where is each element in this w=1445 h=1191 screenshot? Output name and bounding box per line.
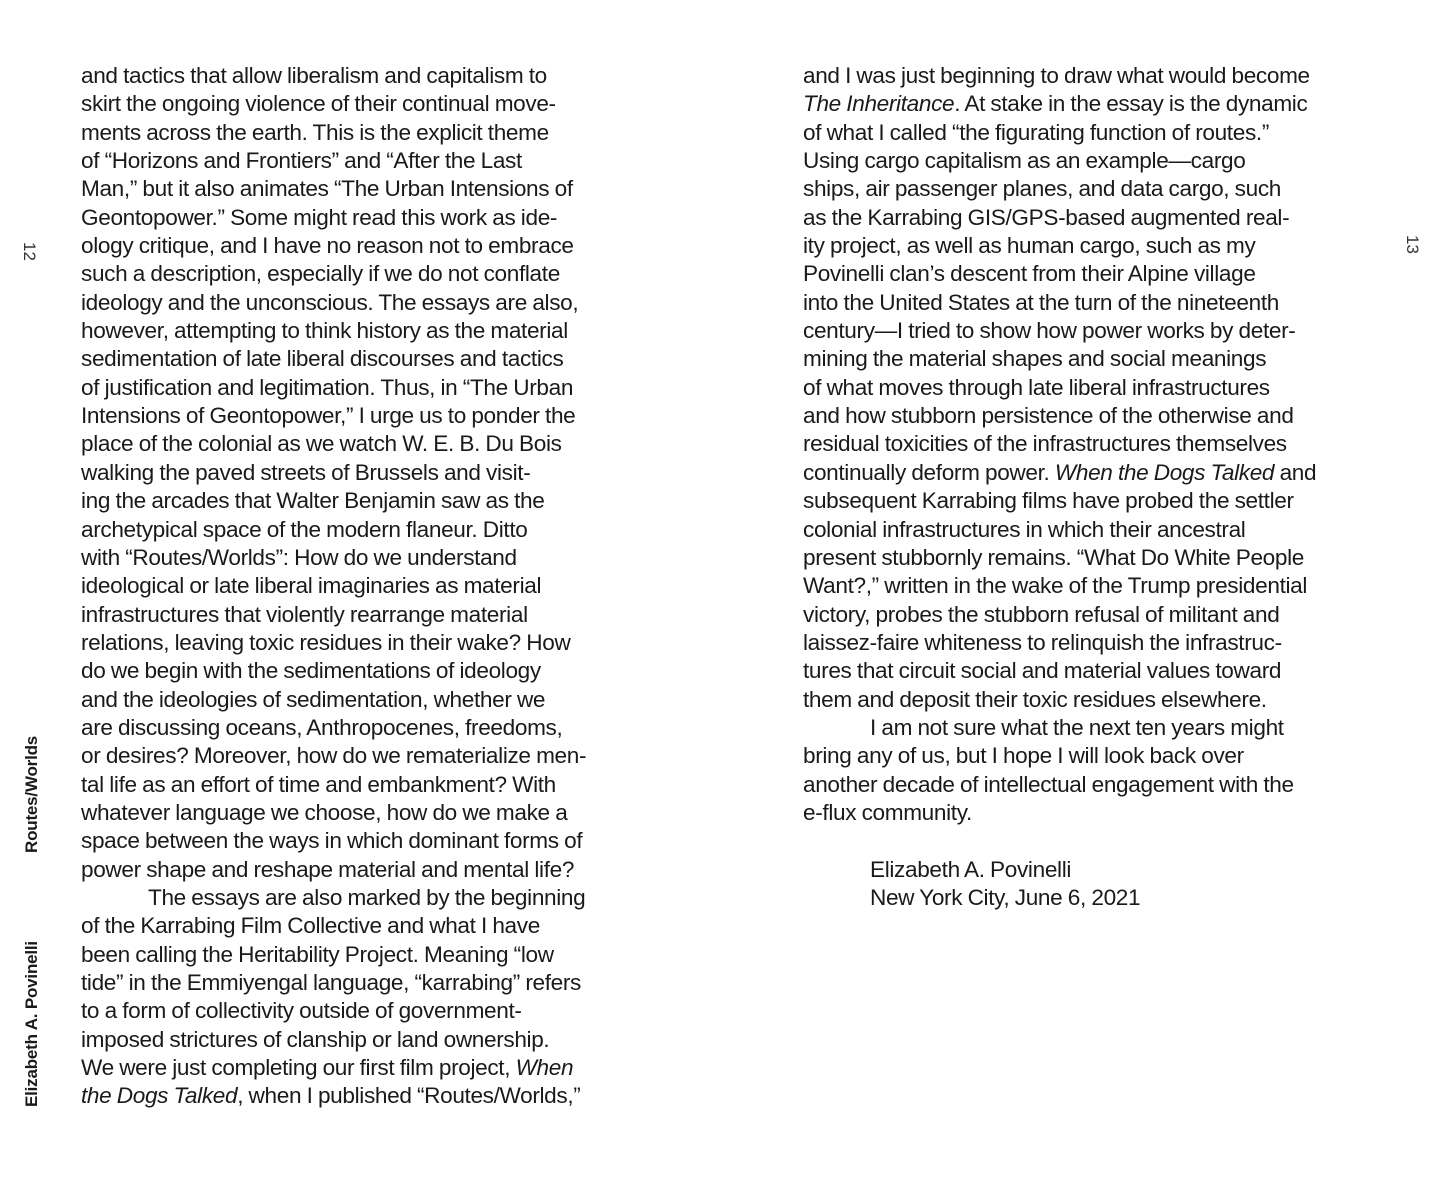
text-run: century—I tried to show how power works by deter-	[803, 318, 1296, 344]
text-run: of the Karrabing Film Collective and what I have	[81, 913, 540, 939]
text-run: space between the ways in which dominant forms of	[81, 828, 583, 854]
text-run: Using cargo capitalism as an example—cargo	[803, 148, 1246, 174]
text-run: and how stubborn persistence of the otherwise and	[803, 403, 1294, 429]
text-run: I am not sure what the next ten years might	[870, 714, 1284, 740]
text-run: or desires? Moreover, how do we rematerialize men-	[81, 743, 587, 769]
text-line	[81, 90, 661, 118]
text-line	[81, 742, 661, 770]
text-run: and the ideologies of sedimentation, whether we	[81, 686, 546, 712]
italic-title: When	[515, 1055, 574, 1081]
text-run: walking the paved streets of Brussels and visit-	[81, 459, 531, 485]
text-line	[81, 516, 661, 544]
text-line	[81, 884, 661, 912]
text-line	[803, 459, 1393, 487]
text-run: with “Routes/Worlds”: How do we understand	[81, 544, 517, 570]
text-line	[81, 175, 661, 203]
text-line	[81, 119, 661, 147]
text-line	[81, 714, 661, 742]
text-line	[803, 62, 1393, 90]
text-line	[803, 232, 1393, 260]
text-line	[803, 657, 1393, 685]
text-run: skirt the ongoing violence of their continual move-	[81, 91, 556, 117]
text-line	[81, 941, 661, 969]
text-run: as the Karrabing GIS/GPS-based augmented real-	[803, 204, 1290, 230]
text-run: present stubbornly remains. “What Do White People	[803, 544, 1304, 570]
text-run: and	[1274, 459, 1317, 485]
text-run: tures that circuit social and material values toward	[803, 658, 1282, 684]
text-line	[803, 402, 1393, 430]
text-line	[81, 856, 661, 884]
text-run: been calling the Heritability Project. Meaning “low	[81, 941, 554, 967]
text-line	[81, 204, 661, 232]
text-run: whatever language we choose, how do we make a	[81, 799, 568, 825]
text-line	[803, 771, 1393, 799]
text-run: e-flux community.	[803, 799, 972, 825]
body-text-column	[81, 62, 661, 1111]
text-line	[81, 289, 661, 317]
text-run: such a description, especially if we do not conflate	[81, 261, 560, 287]
text-run: residual toxicities of the infrastructures themselves	[803, 431, 1287, 457]
text-line	[81, 487, 661, 515]
text-line	[81, 771, 661, 799]
text-run: do we begin with the sedimentations of ideology	[81, 658, 541, 684]
text-line	[81, 1082, 661, 1110]
text-run: . At stake in the essay is the dynamic	[954, 91, 1308, 117]
text-run: ing the arcades that Walter Benjamin saw as the	[81, 488, 545, 514]
page-number: 12	[19, 242, 39, 261]
text-run: tal life as an effort of time and embankment? With	[81, 771, 556, 797]
text-run: place of the colonial as we watch W. E. B. Du Bois	[81, 431, 562, 457]
text-line	[81, 317, 661, 345]
text-run: of what I called “the figurating function of routes.”	[803, 119, 1269, 145]
text-run: ships, air passenger planes, and data cargo, such	[803, 176, 1281, 202]
text-run: colonial infrastructures in which their ancestral	[803, 516, 1246, 542]
body-text-column	[803, 62, 1393, 912]
text-line	[81, 969, 661, 997]
text-line	[803, 544, 1393, 572]
text-line	[81, 1054, 661, 1082]
text-line	[803, 204, 1393, 232]
text-run: continually deform power.	[803, 459, 1055, 485]
text-line	[81, 629, 661, 657]
text-line	[81, 459, 661, 487]
italic-title: The Inheritance	[803, 91, 955, 117]
text-line	[81, 997, 661, 1025]
text-line	[803, 289, 1393, 317]
text-run: The essays are also marked by the beginning	[148, 884, 586, 910]
text-line	[803, 516, 1393, 544]
text-line	[803, 487, 1393, 515]
text-line	[803, 686, 1393, 714]
text-line	[803, 799, 1393, 827]
text-line	[81, 912, 661, 940]
text-run: New York City, June 6, 2021	[870, 884, 1141, 910]
text-run: laissez-faire whiteness to relinquish the infrastruc-	[803, 629, 1282, 655]
text-run: however, attempting to think history as the material	[81, 318, 568, 344]
text-run: ments across the earth. This is the explicit theme	[81, 119, 549, 145]
text-run: tide” in the Emmiyengal language, “karrabing” refers	[81, 970, 581, 995]
text-run: infrastructures that violently rearrange material	[81, 601, 528, 627]
text-run: victory, probes the stubborn refusal of militant and	[803, 601, 1280, 627]
text-line	[803, 260, 1393, 288]
text-line	[81, 374, 661, 402]
text-run: and tactics that allow liberalism and capitalism to	[81, 63, 547, 88]
text-run: into the United States at the turn of the nineteenth	[803, 289, 1279, 315]
text-line	[81, 657, 661, 685]
running-head-title: Routes/Worlds	[22, 735, 41, 853]
text-line	[803, 572, 1393, 600]
text-line	[803, 856, 1393, 884]
text-run: imposed strictures of clanship or land ownership.	[81, 1026, 550, 1052]
left-page	[0, 0, 722, 1191]
text-run: Man,” but it also animates “The Urban Intensions of	[81, 176, 573, 202]
text-run: ideological or late liberal imaginaries as material	[81, 573, 542, 599]
text-line	[81, 147, 661, 175]
text-line	[81, 572, 661, 600]
running-head-author: Elizabeth A. Povinelli	[22, 941, 41, 1107]
text-line	[81, 827, 661, 855]
text-run: Povinelli clan’s descent from their Alpine village	[803, 261, 1256, 287]
text-line	[803, 90, 1393, 118]
text-run: relations, leaving toxic residues in their wake? How	[81, 629, 571, 655]
italic-title: the Dogs Talked	[81, 1083, 238, 1109]
text-line	[803, 317, 1393, 345]
text-run: to a form of collectivity outside of government-	[81, 998, 522, 1024]
text-run: of what moves through late liberal infrastructures	[803, 374, 1270, 400]
text-line	[803, 714, 1393, 742]
text-run: sedimentation of late liberal discourses and tactics	[81, 346, 564, 372]
text-line	[803, 374, 1393, 402]
text-line	[803, 742, 1393, 770]
text-line	[803, 175, 1393, 203]
text-run: Intensions of Geontopower,” I urge us to ponder the	[81, 403, 576, 429]
text-line	[803, 147, 1393, 175]
text-run: of justification and legitimation. Thus, in “The Urban	[81, 374, 574, 400]
text-line	[803, 345, 1393, 373]
text-run: subsequent Karrabing films have probed the settler	[803, 488, 1294, 514]
text-line	[81, 601, 661, 629]
text-line	[81, 62, 661, 90]
text-run: mining the material shapes and social meanings	[803, 346, 1267, 372]
text-run: Geontopower.” Some might read this work as ide-	[81, 204, 558, 230]
text-run: Elizabeth A. Povinelli	[870, 856, 1072, 882]
text-run: archetypical space of the modern flaneur. Ditto	[81, 516, 528, 542]
text-line	[803, 119, 1393, 147]
text-run: We were just completing our first film project,	[81, 1055, 516, 1081]
text-line	[803, 430, 1393, 458]
text-run: ideology and the unconscious. The essays are also,	[81, 289, 579, 315]
text-run: another decade of intellectual engagement with the	[803, 771, 1294, 797]
right-page	[722, 0, 1445, 1191]
text-line	[803, 884, 1393, 912]
text-line	[81, 544, 661, 572]
text-run: , when I published “Routes/Worlds,”	[237, 1083, 581, 1109]
text-line	[803, 601, 1393, 629]
text-line	[803, 629, 1393, 657]
text-line	[81, 686, 661, 714]
text-line	[81, 232, 661, 260]
text-run: ology critique, and I have no reason not to embrace	[81, 233, 574, 259]
text-line	[803, 827, 1393, 855]
page-number: 13	[1402, 235, 1422, 254]
text-run: ity project, as well as human cargo, such as my	[803, 233, 1256, 259]
text-line	[81, 345, 661, 373]
italic-title: When the Dogs Talked	[1054, 459, 1275, 485]
text-run: them and deposit their toxic residues elsewhere.	[803, 686, 1267, 712]
text-run: are discussing oceans, Anthropocenes, freedoms,	[81, 714, 563, 740]
text-line	[81, 799, 661, 827]
text-run: power shape and reshape material and mental life?	[81, 856, 575, 882]
text-line	[81, 402, 661, 430]
text-line	[81, 430, 661, 458]
text-run: bring any of us, but I hope I will look back over	[803, 743, 1244, 769]
text-run: Want?,” written in the wake of the Trump presidential	[803, 573, 1308, 599]
text-line	[81, 260, 661, 288]
text-run: of “Horizons and Frontiers” and “After the Last	[81, 148, 522, 174]
text-run: and I was just beginning to draw what would become	[803, 63, 1310, 88]
text-line	[81, 1026, 661, 1054]
